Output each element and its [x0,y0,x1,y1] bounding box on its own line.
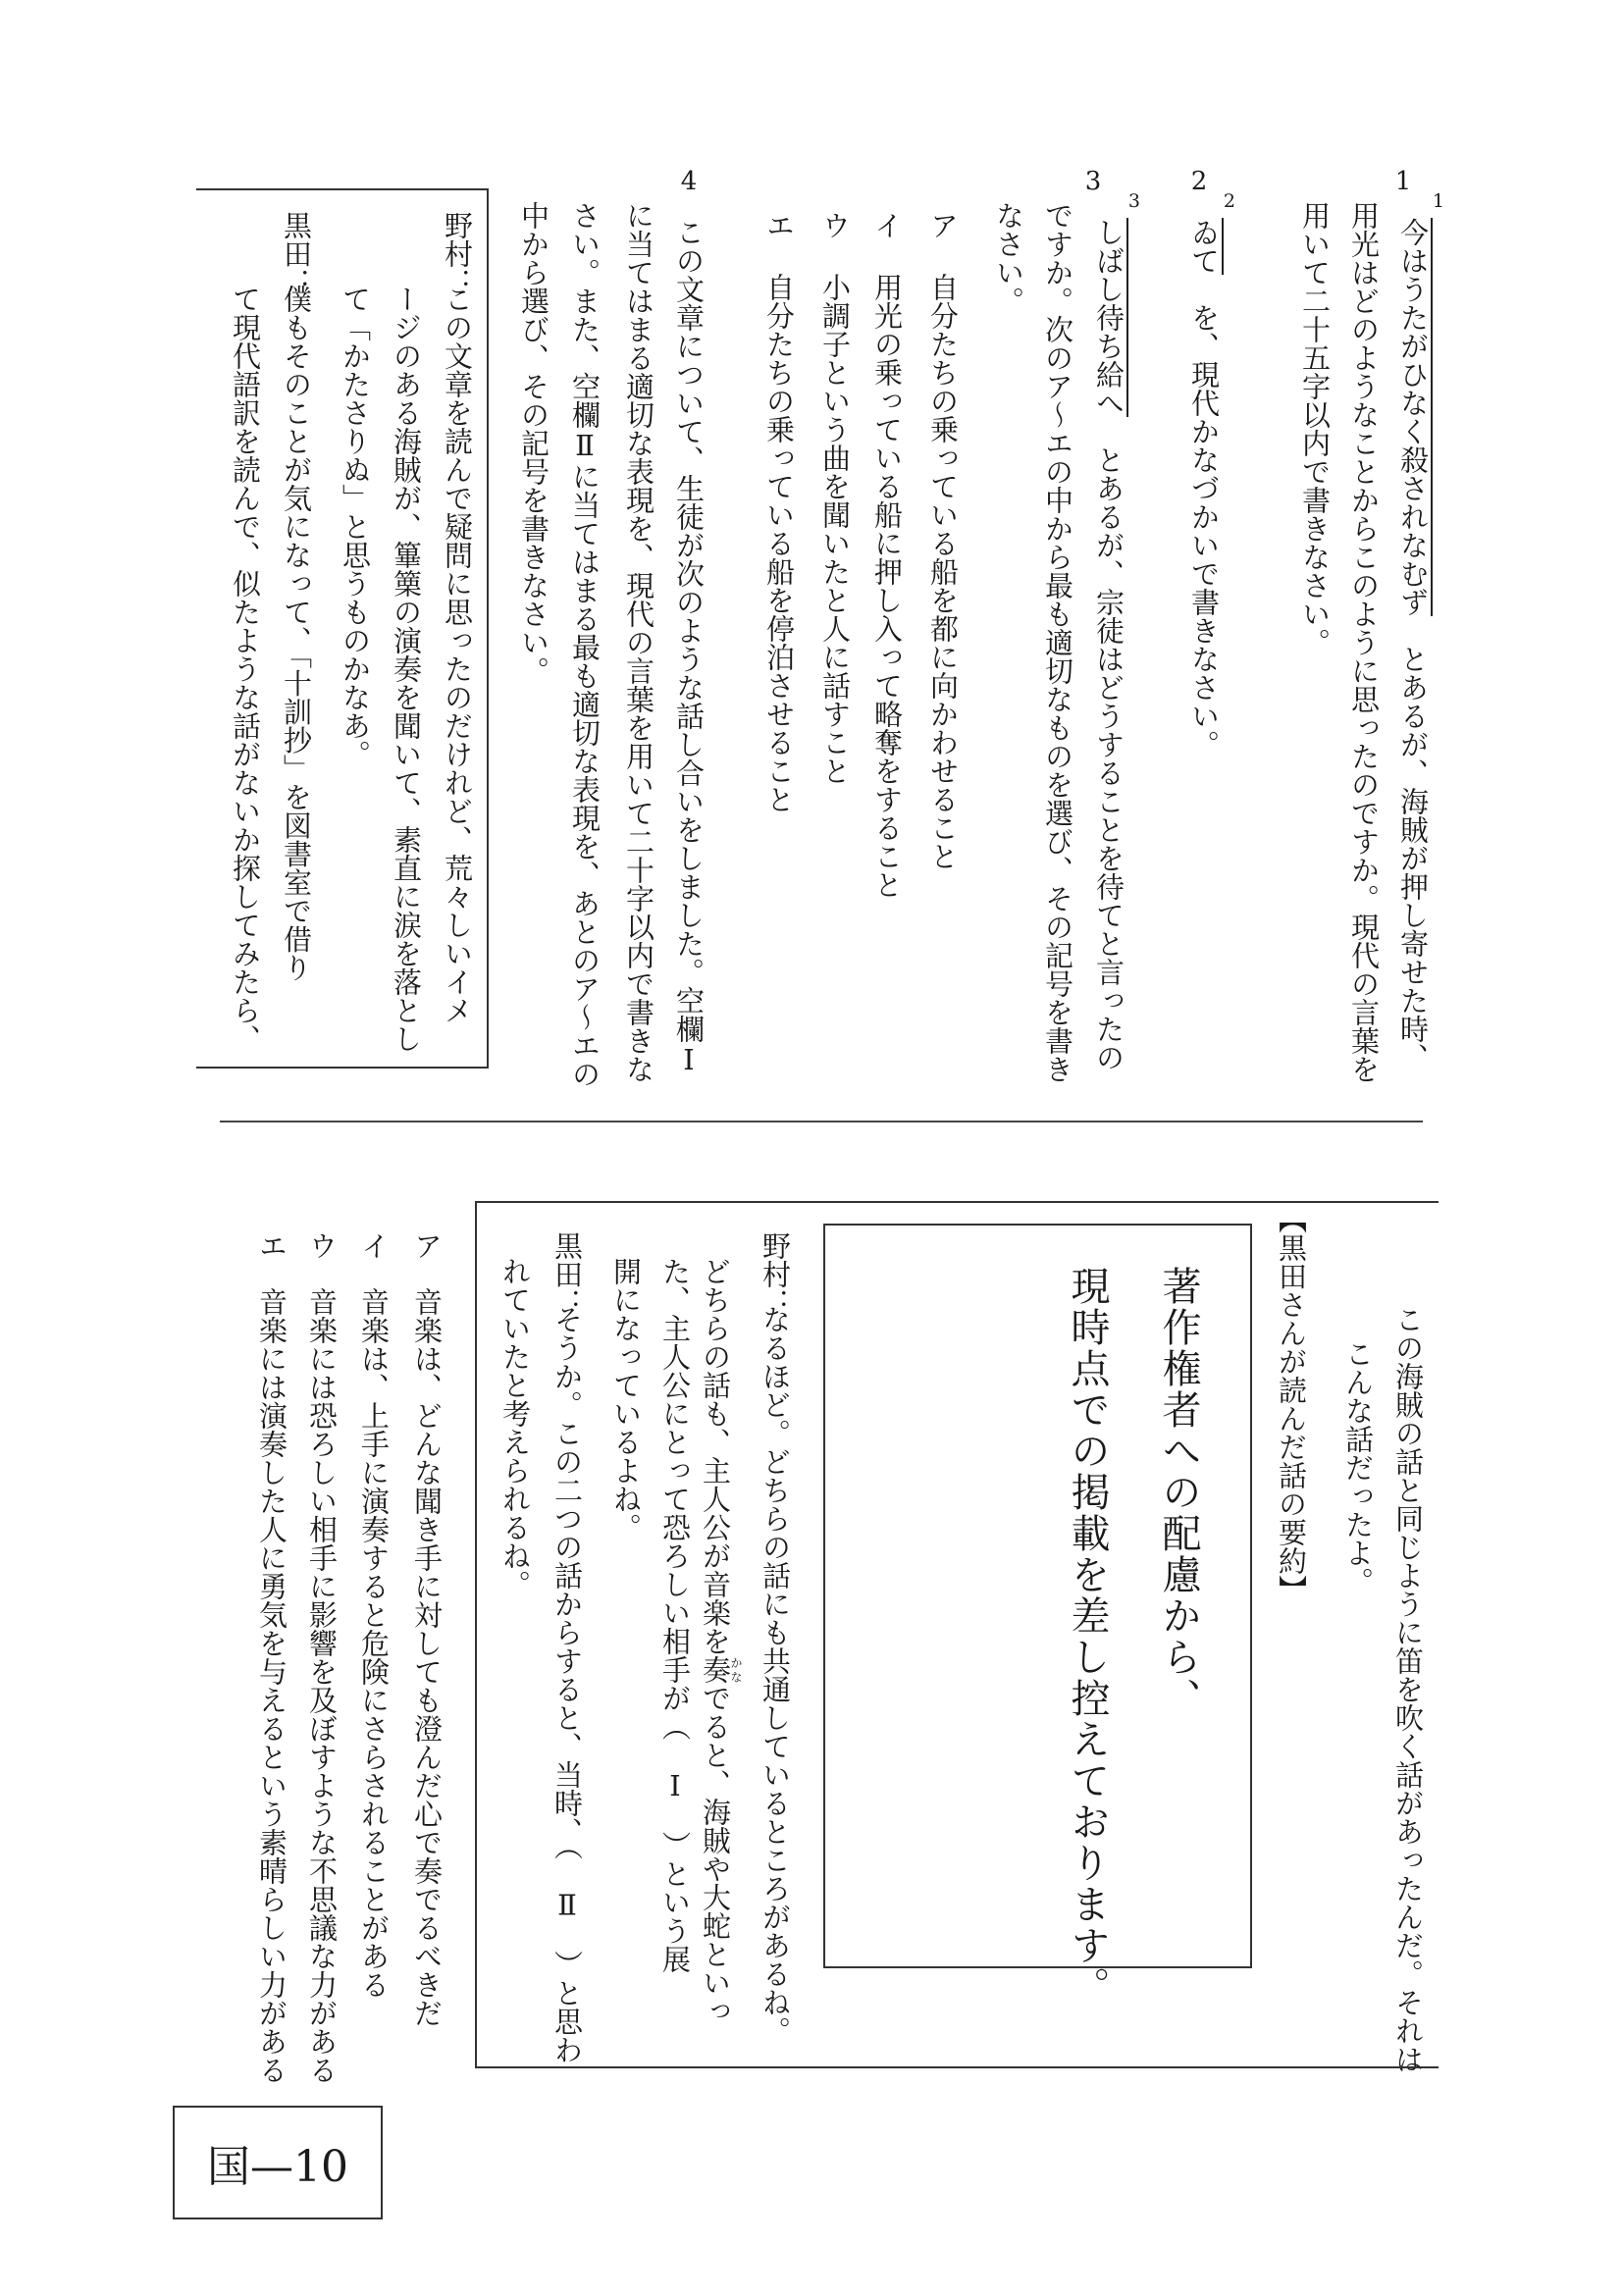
question-3-line: ですか。次のア～エの中から最も適切なものを選び、その記号を書き [1041,201,1074,1083]
underlined-phrase-2 [1187,190,1235,275]
question-text: を、現代かなづかいで書きなさい。 [1187,303,1221,758]
summary-heading: 【黒田さんが読んだ話の要約】 [1275,1205,1308,1603]
option-text: 音楽には恐ろしい相手に影響を及ぼすような不思議な力がある [305,1287,339,2084]
question-1-line: 用いて二十五字以内で書きなさい。 [1298,201,1332,656]
ruby-base: 奏 [699,1655,732,1684]
ruby-word [699,1655,743,1684]
ruby-reading: かな [729,1655,743,1684]
underlined-phrase-1 [1396,190,1444,616]
dialogue-line: そうか。この二つの話からすると、当時、（ Ⅱ ）と思わ [550,1305,584,2064]
question-2-number: 2 [1190,167,1208,196]
option-text: 音楽は、上手に演奏すると危険にさらされることがある [357,1287,391,1999]
option-label: エ [762,211,796,239]
dialogue-line: 僕もそのことが気になって、「十訓抄」を図書室で借り [280,285,313,982]
speaker-nomura: 野村： [759,1231,792,1317]
dialogue-line [699,1257,743,2025]
copyright-notice: 著作権者への配慮から、 [1156,1266,1201,1719]
option-text: 用光の乗っている船に押し入って略奪をすること [870,273,904,899]
option-text: 自分たちの乗っている船を都に向かわせること [926,273,960,870]
dialogue-line: た、主人公にとって恐ろしい相手が（ Ⅰ ）という展 [658,1257,692,1973]
option-label: エ [255,1231,288,1260]
option-label: イ [870,211,904,239]
underline-marker-1: 1 [1432,190,1444,212]
option-label: ウ [305,1231,339,1260]
question-text: とあるが、海賊が押し寄せた時、 [1396,645,1430,1071]
dialogue-line: れていたと考えられるね。 [498,1257,532,1598]
dialogue-line: て現代語訳を読んで、似たような話がないか探してみたら、 [229,285,262,1053]
option-label: ア [926,211,960,239]
question-2-line [1187,190,1235,758]
speaker-kuroda: 黒田： [280,211,313,296]
intro-line: こんな話だったよ。 [1341,1339,1375,1595]
question-4-line: 中から選び、その記号を書きなさい。 [517,201,550,685]
page-number: 国—10 [173,2106,383,2219]
option-text: 音楽は、どんな聞き手に対しても澄んだ心で奏でるべきだ [410,1287,444,2027]
speaker-kuroda: 黒田： [550,1231,584,1317]
section-divider [220,1121,1423,1122]
question-3-number: 3 [1084,167,1102,196]
question-1-line [1396,190,1444,1071]
copyright-notice: 現時点での掲載を差し控えております。 [1065,1266,1110,2008]
question-3-line [1092,190,1140,1071]
intro-line: この海賊の話と同じように笛を吹く話があったんだ。それは [1391,1305,1425,2073]
question-1-line: 用光はどのようなことからこのように思ったのですか。現代の言葉を [1347,201,1381,1083]
dialogue-line: 開になっているよね。 [609,1257,643,1541]
question-4-number: 4 [680,167,698,196]
dialogue-text: どちらの話も、主人公が音楽を [699,1257,732,1655]
question-4-line: さい。また、空欄Ⅱに当てはまる最も適切な表現を、あとのア～エの [568,201,602,1088]
underlined-phrase-3 [1092,190,1140,417]
underline-marker-3: 3 [1127,190,1140,212]
underlined-text: しばし待ち給へ [1092,218,1126,417]
underlined-text: 今はうたがひなく殺されなむず [1396,218,1430,616]
option-text: 小調子という曲を聞いたと人に話すこと [818,273,852,785]
dialogue-line: この文章を読んで疑問に思ったのだけれど、荒々しいイメ [441,285,474,1024]
question-3-line: なさい。 [992,201,1025,315]
dialogue-line: なるほど。どちらの話にも共通しているところがあるね。 [759,1305,792,2045]
option-text: 音楽には演奏した人に勇気を与えるという素晴らしい力がある [255,1287,288,2084]
question-text: とあるが、宗徒はどうすることを待てと言ったの [1092,445,1126,1071]
question-1-number: 1 [1394,167,1412,196]
speaker-nomura: 野村： [441,211,474,296]
underlined-text: ゐて [1187,218,1221,275]
option-text: 自分たちの乗っている船を停泊させること [762,273,796,813]
question-4-line: に当てはまる適切な表現を、現代の言葉を用いて二十字以内で書きな [622,201,655,1083]
question-4-line: この文章について、生徒が次のような話し合いをしました。空欄Ⅰ [672,218,706,1076]
dialogue-line: て「かたさりぬ」と思うものかなあ。 [339,285,372,768]
option-label: ア [410,1231,444,1260]
dialogue-text: でると、海賊や大蛇といっ [699,1684,732,2025]
option-label: イ [357,1231,391,1260]
underline-marker-2: 2 [1223,190,1235,212]
dialogue-line: ージのある海賊が、篳篥の演奏を聞いて、素直に涙を落とし [390,285,423,1053]
option-label: ウ [818,211,852,239]
